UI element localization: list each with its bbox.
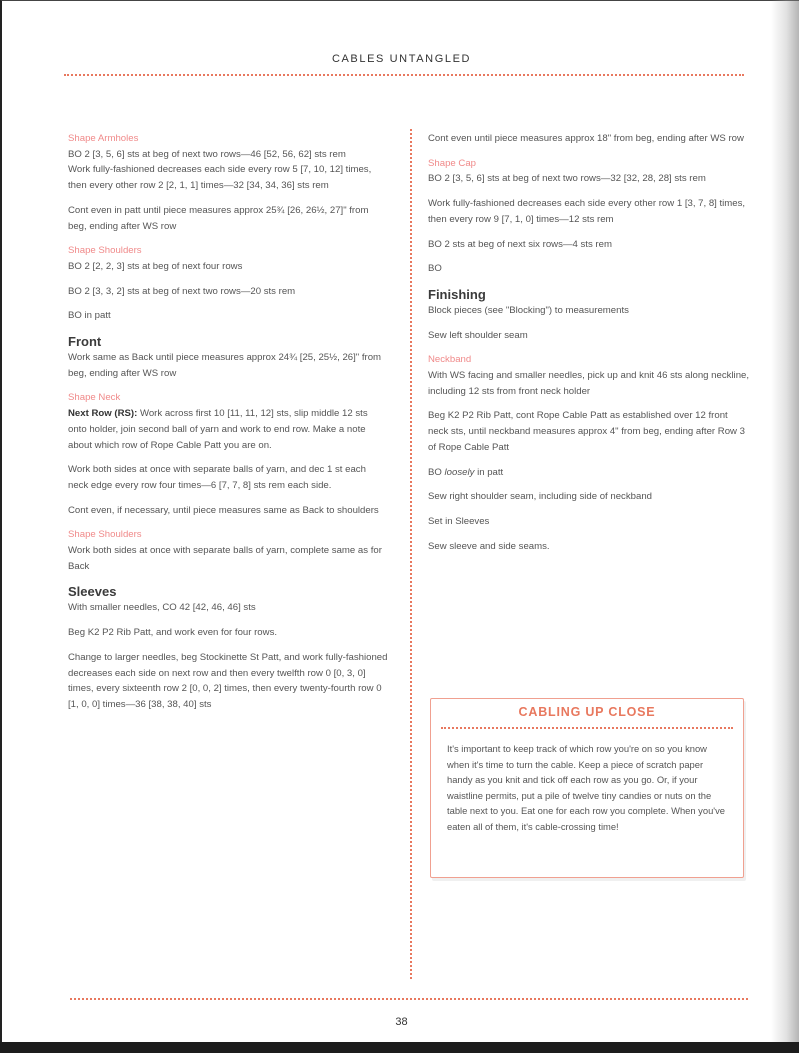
paragraph: BO 2 [3, 5, 6] sts at beg of next two rows—32 [32, 28, 28] sts rem [428,173,706,185]
paragraph: Cont even, if necessary, until piece measures same as Back to shoulders [68,504,379,516]
subheading-shape-cap: Shape Cap [428,157,477,169]
paragraph: Work same as Back until piece measures approx 24¾ [25, 25½, 26]" from beg, ending after WS row [68,352,382,379]
paragraph: Beg K2 P2 Rib Patt, cont Rope Cable Patt as established over 12 front neck sts, until neckband measures approx 4" from beg, ending after Row 3 of Rope Cable Patt [428,410,745,453]
paragraph: Sew right shoulder seam, including side of neckband [428,491,652,503]
paragraph: Cont even until piece measures approx 18" from beg, ending after WS row [428,133,744,144]
paragraph: BO in patt [68,310,111,322]
paragraph: BO 2 [3, 3, 2] sts at beg of next two rows—20 sts rem [68,285,296,297]
paragraph: BO 2 [2, 2, 3] sts at beg of next four rows [68,260,243,272]
sidebar-heading: CABLING UP CLOSE [518,705,656,719]
right-column [428,131,750,554]
paragraph: Set in Sleeves [428,515,490,527]
column-divider [410,129,412,979]
paragraph: Sew sleeve and side seams. [428,540,550,552]
subheading-shape-shoulders-front: Shape Shoulders [68,529,142,541]
paragraph: Sew left shoulder seam [428,329,528,341]
paragraph: BO 2 [3, 5, 6] sts at beg of next two rows—46 [52, 56, 62] sts rem [68,148,346,160]
paragraph: Work both sides at once with separate balls of yarn, complete same as for Back [68,545,382,572]
paragraph-text: Work across first 10 [11, 11, 12] sts, slip middle 12 sts onto holder, join second ball of yarn and work to end row. Make a note about which row of Rope Cable Patt you are on. [68,408,368,451]
bottom-dotted-rule [70,998,748,1000]
subheading-shape-shoulders: Shape Shoulders [68,245,142,257]
scan-edge [0,1042,799,1053]
sidebar-dotted-rule [441,727,733,729]
paragraph [68,406,388,453]
paragraph: Work fully-fashioned decreases each side every other row 1 [3, 7, 8] times, then every row 9 [7, 1, 0] times—12 sts rem [428,198,746,225]
paragraph: Cont even in patt until piece measures approx 25¾ [26, 26½, 27]" from beg, ending after WS row [68,204,369,232]
sidebar-body: It's important to keep track of which row you're on so you know when it's time to turn the cable. Keep a piece of scratch paper handy as you knit and tick off each row as you go. Or, if your waistline permits, put a pile of twelve tiny candies or nuts on the table next to you. Eat one for each row you complete. When you've eaten all of them, it's cable-crossing time! [447,743,725,832]
paragraph: Change to larger needles, beg Stockinette St Patt, and work fully-fashioned decreases each side on next row and then every twelfth row 0 [0, 3, 0] times, every sixteenth row 2 [0, 0, 2] times, then every twenty-fourth row 0 [1, 0, 0] times—36 [38, 38, 40] sts [68,651,388,710]
page-number: 38 [395,1016,408,1028]
section-heading-sleeves: Sleeves [68,584,117,600]
paragraph: Work fully-fashioned decreases each side every row 5 [7, 10, 12] times, then every other row 2 [2, 1, 1] times—32 [34, 34, 36] sts rem [68,164,372,192]
paragraph: BO 2 sts at beg of next six rows—4 sts rem [428,238,612,250]
paragraph: BO [428,263,442,275]
paragraph: Beg K2 P2 Rib Patt, and work even for four rows. [68,627,278,639]
top-dotted-rule [64,74,744,76]
subheading-neckband: Neckband [428,354,472,366]
paragraph [428,465,750,481]
bold-label: Next Row (RS): [68,408,138,420]
left-column [68,131,388,713]
paragraph: With WS facing and smaller needles, pick up and knit 46 sts along neckline, including 12 sts from front neck holder [428,370,750,397]
subheading-shape-armholes: Shape Armholes [68,133,139,144]
scan-shadow [771,0,799,1042]
paragraph: Block pieces (see "Blocking") to measurements [428,304,629,316]
section-heading-front: Front [68,334,102,350]
paragraph: With smaller needles, CO 42 [42, 46, 46] sts [68,602,256,614]
running-head: CABLES UNTANGLED [331,53,472,65]
section-heading-finishing: Finishing [428,286,486,302]
paragraph-text: in patt [474,466,504,478]
paragraph: Work both sides at once with separate balls of yarn, and dec 1 st each neck edge every row four times—6 [7, 7, 8] sts rem each side. [68,464,366,491]
paragraph-text: BO [428,466,445,478]
subheading-shape-neck: Shape Neck [68,392,121,404]
sidebar-cabling-up-close [430,698,744,878]
italic-word: loosely [444,466,475,478]
